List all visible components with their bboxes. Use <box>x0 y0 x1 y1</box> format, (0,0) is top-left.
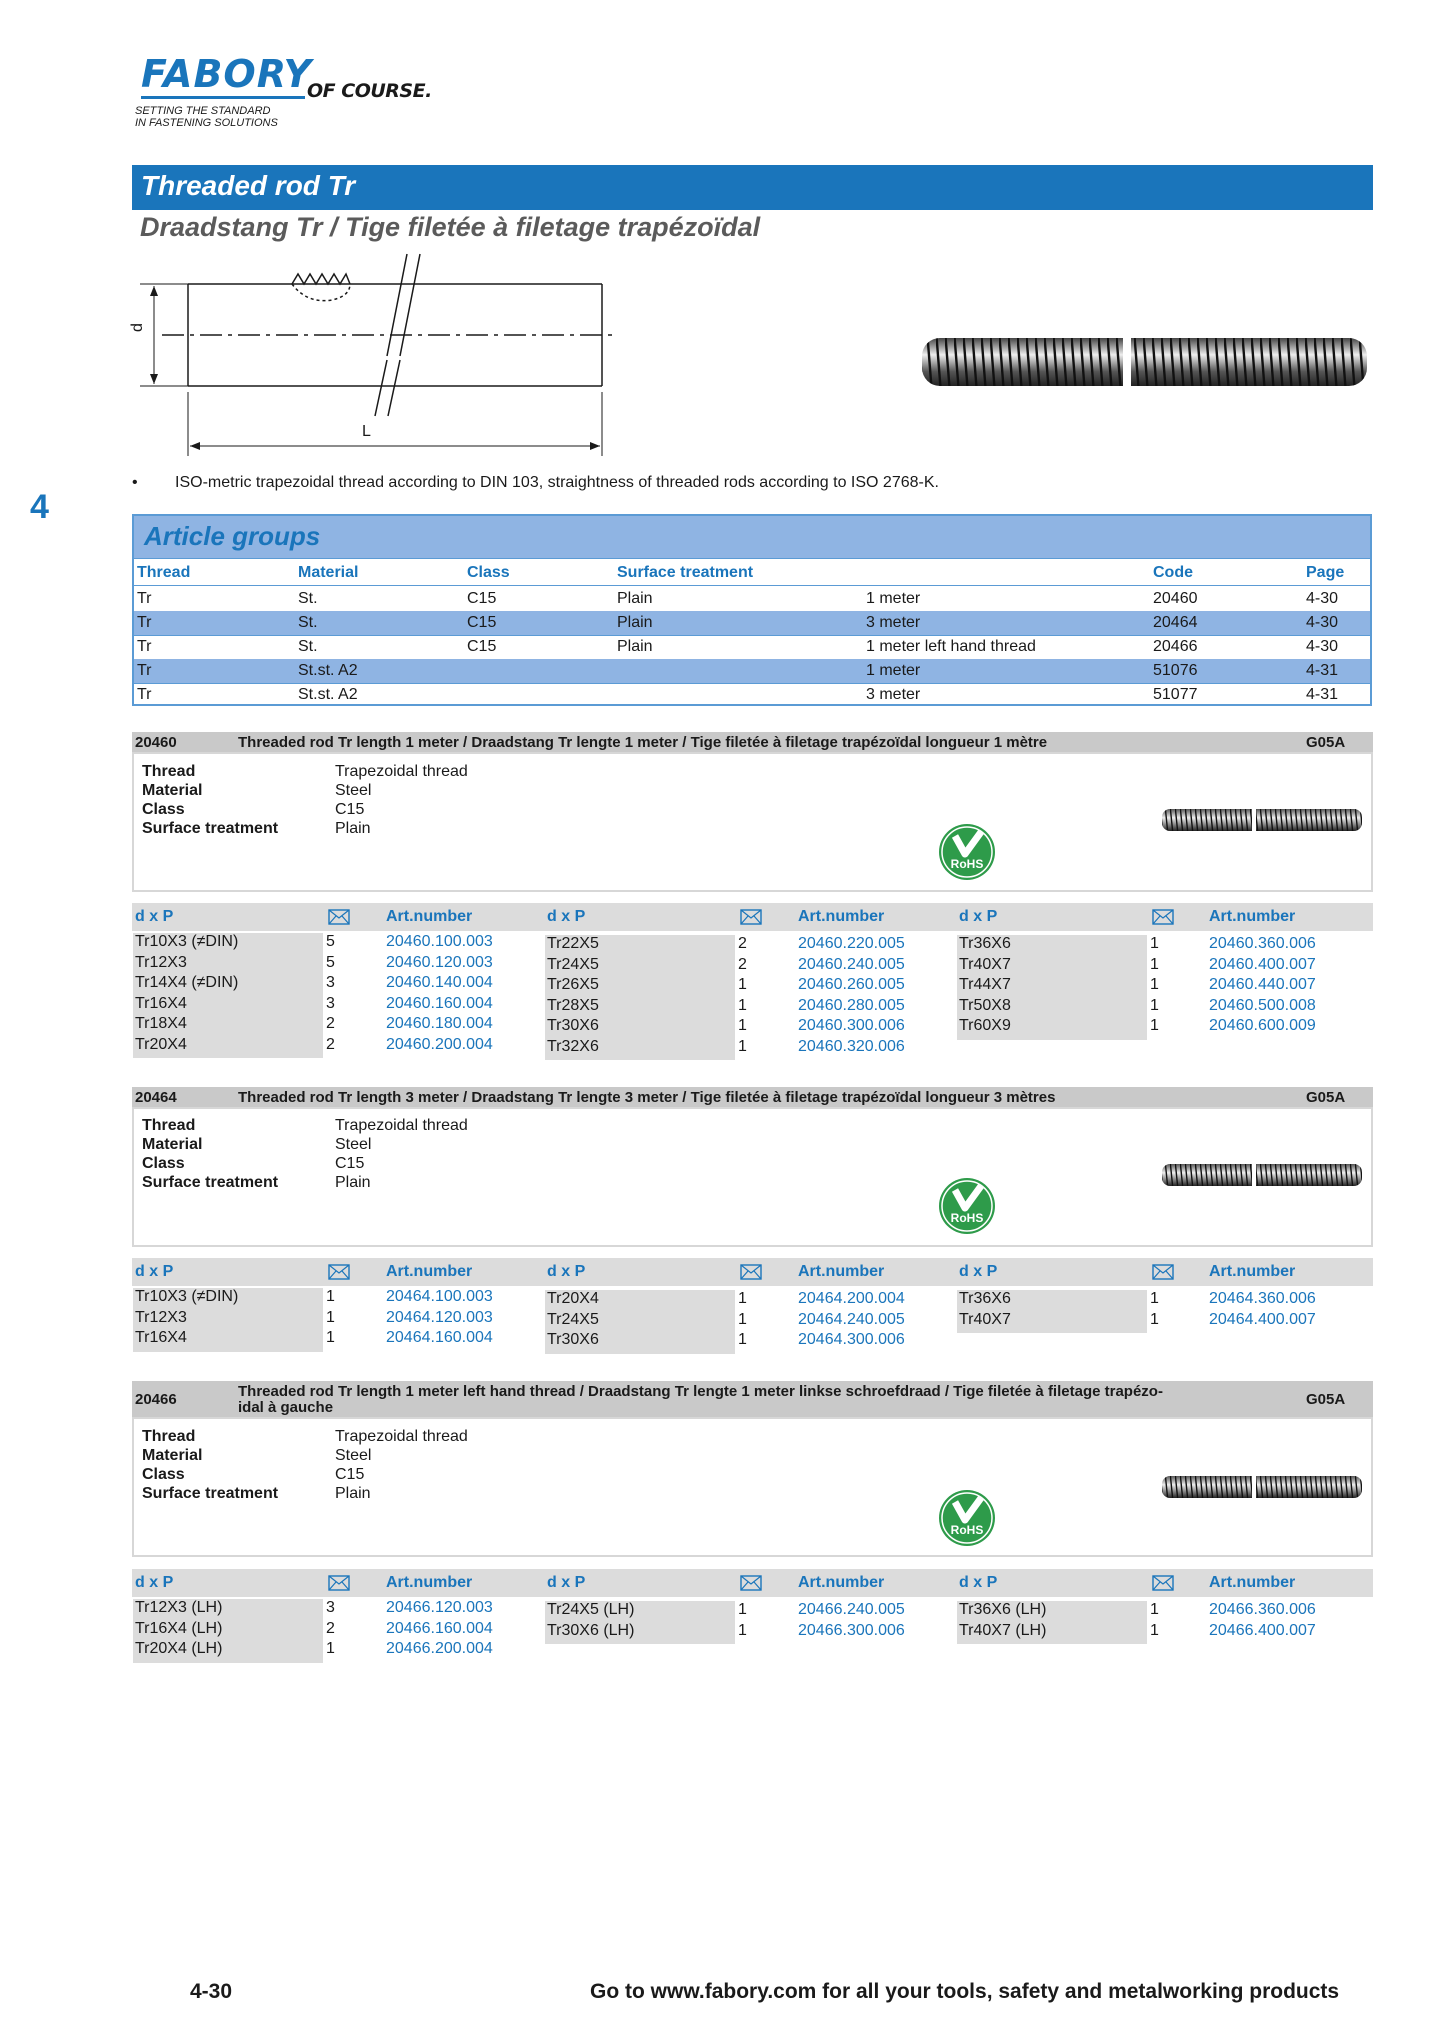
package-quantity: 5 <box>326 933 335 950</box>
article-group-row <box>134 611 1370 635</box>
col-header-surface: Surface treatment <box>617 564 754 581</box>
spec-label-class: Class <box>142 801 185 818</box>
package-quantity: 3 <box>326 994 335 1012</box>
article-number-link[interactable]: 20460.140.004 <box>386 974 493 991</box>
package-quantity: 2 <box>326 1619 335 1637</box>
spec-value-thread: Trapezoidal thread <box>335 1428 468 1445</box>
package-quantity: 1 <box>1150 1621 1159 1639</box>
size-dxp: Tr30X6 (LH) <box>547 1621 635 1639</box>
article-number-link[interactable]: 20460.440.007 <box>1209 976 1316 993</box>
cell-material: St. <box>298 638 318 655</box>
article-number-link[interactable]: 20460.260.005 <box>798 976 905 993</box>
size-dxp: Tr12X3 <box>135 953 187 971</box>
article-number-link[interactable]: 20460.300.006 <box>798 1017 905 1034</box>
cell-material: St. <box>298 614 318 631</box>
package-quantity: 1 <box>1150 996 1159 1014</box>
article-number-link[interactable]: 20460.200.004 <box>386 1035 493 1053</box>
col-header-dxp: d x P <box>959 1263 998 1280</box>
section-group-code: G05A <box>1306 734 1346 751</box>
spec-label-surface: Surface treatment <box>142 1174 279 1191</box>
package-quantity: 1 <box>738 1331 747 1348</box>
package-quantity: 2 <box>738 955 747 973</box>
article-number-link[interactable]: 20460.280.005 <box>798 996 905 1014</box>
rohs-icon <box>937 822 997 882</box>
size-dxp: Tr10X3 (≠DIN) <box>135 1288 239 1305</box>
package-quantity: 1 <box>1150 1290 1159 1307</box>
col-header-dxp: d x P <box>547 1263 586 1280</box>
page-title: Threaded rod Tr <box>141 170 356 201</box>
cell-code: 51077 <box>1153 686 1198 703</box>
cell-material: St.st. A2 <box>298 662 358 679</box>
size-dxp: Tr36X6 <box>959 935 1011 952</box>
col-header-page: Page <box>1306 564 1345 581</box>
cell-class: C15 <box>467 638 497 655</box>
cell-thread: Tr <box>137 590 152 607</box>
envelope-icon <box>740 1575 762 1591</box>
size-dxp: Tr16X4 <box>135 1329 187 1346</box>
spec-value-class: C15 <box>335 1155 365 1172</box>
envelope-icon <box>740 909 762 925</box>
article-number-link[interactable]: 20460.120.003 <box>386 953 493 971</box>
threaded-rod-thumbnail <box>1160 1472 1364 1502</box>
col-header-class: Class <box>467 564 510 581</box>
size-dxp: Tr12X3 (LH) <box>135 1599 223 1616</box>
size-dxp: Tr40X7 <box>959 955 1011 973</box>
package-quantity: 1 <box>1150 976 1159 993</box>
envelope-icon <box>740 1264 762 1280</box>
col-header-dxp: d x P <box>547 908 586 925</box>
size-dxp: Tr18X4 <box>135 1015 187 1032</box>
rohs-label: RoHS <box>950 1211 984 1225</box>
spec-value-surface: Plain <box>335 820 371 837</box>
package-quantity: 5 <box>326 953 335 971</box>
col-header-material: Material <box>298 564 359 581</box>
cell-code: 20460 <box>1153 590 1198 607</box>
spec-value-thread: Trapezoidal thread <box>335 1117 468 1134</box>
article-number-link[interactable]: 20466.400.007 <box>1209 1621 1316 1639</box>
divider <box>134 585 1370 586</box>
spec-label-thread: Thread <box>142 763 196 780</box>
package-quantity: 1 <box>738 1601 747 1618</box>
col-header-thread: Thread <box>137 564 191 581</box>
col-header-dxp: d x P <box>547 1574 586 1591</box>
package-quantity: 2 <box>326 1015 335 1032</box>
cell-material: St.st. A2 <box>298 686 358 703</box>
article-number-link[interactable]: 20460.220.005 <box>798 935 905 952</box>
size-dxp: Tr36X6 <box>959 1290 1011 1307</box>
article-number-link[interactable]: 20460.400.007 <box>1209 955 1316 973</box>
package-quantity: 2 <box>326 1035 335 1053</box>
article-number-link[interactable]: 20466.200.004 <box>386 1640 493 1657</box>
spec-value-class: C15 <box>335 1466 365 1483</box>
section-title-line2: idal à gauche <box>238 1399 334 1416</box>
package-quantity: 1 <box>738 1290 747 1307</box>
spec-value-class: C15 <box>335 801 365 818</box>
size-dxp: Tr30X6 <box>547 1331 599 1348</box>
section-title: Threaded rod Tr length 3 meter / Draadstang Tr lengte 3 meter / Tige filetée à filetage trapézoïdal longueur 3 mètres <box>238 1089 1056 1106</box>
package-quantity: 1 <box>1150 1017 1159 1034</box>
col-header-dxp: d x P <box>959 1574 998 1591</box>
article-number-link[interactable]: 20464.100.003 <box>386 1288 493 1305</box>
spec-label-surface: Surface treatment <box>142 1485 279 1502</box>
cell-page: 4-30 <box>1306 590 1339 607</box>
size-dxp: Tr24X5 (LH) <box>547 1601 635 1618</box>
envelope-icon <box>1152 1575 1174 1591</box>
cell-material: St. <box>298 590 318 607</box>
article-number-link[interactable]: 20464.400.007 <box>1209 1310 1316 1328</box>
size-dxp: Tr20X4 (LH) <box>135 1640 223 1657</box>
col-header-art-number: Art.number <box>1209 1263 1296 1280</box>
size-dxp: Tr10X3 (≠DIN) <box>135 933 239 950</box>
cell-code: 20466 <box>1153 638 1198 655</box>
size-dxp: Tr22X5 <box>547 935 599 952</box>
article-group-row <box>134 635 1370 659</box>
article-number-link[interactable]: 20466.160.004 <box>386 1619 493 1637</box>
spec-label-material: Material <box>142 782 203 799</box>
logo-suffix: OF COURSE. <box>307 80 432 102</box>
col-header-dxp: d x P <box>135 1574 174 1591</box>
section-code: 20466 <box>135 1391 177 1408</box>
cell-length: 3 meter <box>866 686 921 703</box>
size-dxp: Tr30X6 <box>547 1017 599 1034</box>
divider <box>134 558 1370 559</box>
cell-class: C15 <box>467 614 497 631</box>
package-quantity: 1 <box>738 1017 747 1034</box>
spec-label-material: Material <box>142 1447 203 1464</box>
size-dxp: Tr36X6 (LH) <box>959 1601 1047 1618</box>
envelope-icon <box>328 909 350 925</box>
size-dxp: Tr14X4 (≠DIN) <box>135 974 239 991</box>
envelope-icon <box>328 1575 350 1591</box>
package-quantity: 1 <box>738 1310 747 1328</box>
article-number-link[interactable]: 20464.160.004 <box>386 1329 493 1346</box>
rohs-label: RoHS <box>950 1523 984 1537</box>
col-header-art-number: Art.number <box>386 1574 473 1591</box>
col-header-art-number: Art.number <box>798 908 885 925</box>
article-number-link[interactable]: 20460.100.003 <box>386 933 493 950</box>
package-quantity: 1 <box>738 1037 747 1055</box>
size-dxp: Tr24X5 <box>547 1310 599 1328</box>
cell-length: 1 meter left hand thread <box>866 638 1036 655</box>
spec-label-thread: Thread <box>142 1428 196 1445</box>
cell-thread: Tr <box>137 662 152 679</box>
size-dxp: Tr12X3 <box>135 1308 187 1326</box>
cell-surface: Plain <box>617 614 653 631</box>
size-dxp: Tr50X8 <box>959 996 1011 1014</box>
cell-page: 4-31 <box>1306 662 1339 679</box>
package-quantity: 3 <box>326 1599 335 1616</box>
size-dxp: Tr26X5 <box>547 976 599 993</box>
size-dxp: Tr16X4 <box>135 994 187 1012</box>
envelope-icon <box>1152 1264 1174 1280</box>
size-dxp: Tr40X7 (LH) <box>959 1621 1047 1639</box>
cell-length: 1 meter <box>866 662 921 679</box>
cell-thread: Tr <box>137 686 152 703</box>
spec-value-thread: Trapezoidal thread <box>335 763 468 780</box>
bullet-marker: • <box>132 474 138 491</box>
article-group-row <box>134 659 1370 683</box>
envelope-icon <box>1152 909 1174 925</box>
logo-tagline-1: SETTING THE STANDARD <box>135 105 271 117</box>
package-quantity: 1 <box>1150 955 1159 973</box>
size-dxp: Tr32X6 <box>547 1037 599 1055</box>
rohs-icon <box>937 1488 997 1548</box>
article-group-row <box>134 587 1370 611</box>
logo-underline <box>141 96 305 99</box>
section-code: 20460 <box>135 734 177 751</box>
package-quantity: 2 <box>738 935 747 952</box>
description-text: ISO-metric trapezoidal thread according to DIN 103, straightness of threaded rods according to ISO 2768-K. <box>175 474 939 491</box>
article-group-row <box>134 683 1370 707</box>
rohs-label: RoHS <box>950 857 984 871</box>
spec-label-class: Class <box>142 1466 185 1483</box>
article-number-link[interactable]: 20460.320.006 <box>798 1037 905 1055</box>
size-dxp: Tr44X7 <box>959 976 1011 993</box>
size-dxp: Tr16X4 (LH) <box>135 1619 223 1637</box>
brand-logo: FABORY <box>141 52 313 96</box>
article-number-link[interactable]: 20460.500.008 <box>1209 996 1316 1014</box>
article-number-link[interactable]: 20464.360.006 <box>1209 1290 1316 1307</box>
article-number-link[interactable]: 20464.120.003 <box>386 1308 493 1326</box>
package-quantity: 1 <box>326 1640 335 1657</box>
section-code: 20464 <box>135 1089 177 1106</box>
size-dxp: Tr40X7 <box>959 1310 1011 1328</box>
cell-code: 51076 <box>1153 662 1198 679</box>
threaded-rod-thumbnail <box>1160 1160 1364 1190</box>
cell-length: 1 meter <box>866 590 921 607</box>
page-number: 4-30 <box>190 1980 233 2003</box>
size-dxp: Tr20X4 <box>547 1290 599 1307</box>
article-number-link[interactable]: 20464.200.004 <box>798 1290 905 1307</box>
cell-thread: Tr <box>137 638 152 655</box>
section-group-code: G05A <box>1306 1089 1346 1106</box>
spec-value-surface: Plain <box>335 1485 371 1502</box>
chapter-number: 4 <box>30 488 49 526</box>
article-number-link[interactable]: 20460.180.004 <box>386 1015 493 1032</box>
article-groups-title: Article groups <box>144 521 321 551</box>
footer-text: Go to www.fabory.com for all your tools, safety and metalworking products <box>590 1980 1340 2003</box>
threaded-rod-image <box>918 330 1371 394</box>
article-number-link[interactable]: 20464.300.006 <box>798 1331 905 1348</box>
col-header-art-number: Art.number <box>386 1263 473 1280</box>
package-quantity: 1 <box>1150 935 1159 952</box>
article-number-link[interactable]: 20464.240.005 <box>798 1310 905 1328</box>
size-dxp: Tr28X5 <box>547 996 599 1014</box>
cell-class: C15 <box>467 590 497 607</box>
package-quantity: 3 <box>326 974 335 991</box>
spec-label-material: Material <box>142 1136 203 1153</box>
col-header-art-number: Art.number <box>386 908 473 925</box>
col-header-dxp: d x P <box>959 908 998 925</box>
spec-value-material: Steel <box>335 1447 372 1464</box>
article-number-link[interactable]: 20460.600.009 <box>1209 1017 1316 1034</box>
package-quantity: 1 <box>1150 1601 1159 1618</box>
package-quantity: 1 <box>738 976 747 993</box>
package-quantity: 1 <box>738 1621 747 1639</box>
spec-value-material: Steel <box>335 782 372 799</box>
size-dxp: Tr20X4 <box>135 1035 187 1053</box>
rohs-icon <box>937 1176 997 1236</box>
size-dxp: Tr24X5 <box>547 955 599 973</box>
package-quantity: 1 <box>326 1288 335 1305</box>
cell-thread: Tr <box>137 614 152 631</box>
spec-label-surface: Surface treatment <box>142 820 279 837</box>
spec-value-surface: Plain <box>335 1174 371 1191</box>
cell-page: 4-30 <box>1306 638 1339 655</box>
cell-surface: Plain <box>617 590 653 607</box>
package-quantity: 1 <box>1150 1310 1159 1328</box>
col-header-art-number: Art.number <box>1209 908 1296 925</box>
col-header-dxp: d x P <box>135 1263 174 1280</box>
col-header-dxp: d x P <box>135 908 174 925</box>
col-header-art-number: Art.number <box>798 1263 885 1280</box>
col-header-art-number: Art.number <box>1209 1574 1296 1591</box>
size-dxp: Tr60X9 <box>959 1017 1011 1034</box>
package-quantity: 1 <box>326 1329 335 1346</box>
col-header-art-number: Art.number <box>798 1574 885 1591</box>
package-quantity: 1 <box>738 996 747 1014</box>
cell-code: 20464 <box>1153 614 1198 631</box>
cell-page: 4-30 <box>1306 614 1339 631</box>
article-number-link[interactable]: 20460.240.005 <box>798 955 905 973</box>
article-number-link[interactable]: 20466.120.003 <box>386 1599 493 1616</box>
threaded-rod-thumbnail <box>1160 805 1364 835</box>
section-title: Threaded rod Tr length 1 meter / Draadstang Tr lengte 1 meter / Tige filetée à filetage trapézoïdal longueur 1 mètre <box>238 734 1048 751</box>
cell-length: 3 meter <box>866 614 921 631</box>
spec-label-thread: Thread <box>142 1117 196 1134</box>
technical-drawing <box>129 256 612 460</box>
col-header-code: Code <box>1153 564 1193 581</box>
spec-label-class: Class <box>142 1155 185 1172</box>
article-number-link[interactable]: 20460.360.006 <box>1209 935 1316 952</box>
spec-value-material: Steel <box>335 1136 372 1153</box>
envelope-icon <box>328 1264 350 1280</box>
cell-page: 4-31 <box>1306 686 1339 703</box>
dimension-d-label: d <box>129 323 146 332</box>
article-number-link[interactable]: 20460.160.004 <box>386 994 493 1012</box>
section-group-code: G05A <box>1306 1391 1346 1408</box>
cell-surface: Plain <box>617 638 653 655</box>
section-title: Threaded rod Tr length 1 meter left hand thread / Draadstang Tr lengte 1 meter linkse schroefdraad / Tige filetée à filetage trapézo- <box>238 1383 1163 1400</box>
package-quantity: 1 <box>326 1308 335 1326</box>
article-number-link[interactable]: 20466.360.006 <box>1209 1601 1316 1618</box>
article-number-link[interactable]: 20466.300.006 <box>798 1621 905 1639</box>
article-number-link[interactable]: 20466.240.005 <box>798 1601 905 1618</box>
page-subtitle: Draadstang Tr / Tige filetée à filetage trapézoïdal <box>140 212 761 242</box>
dimension-l-label: L <box>362 423 371 440</box>
logo-tagline-2: IN FASTENING SOLUTIONS <box>135 117 278 129</box>
